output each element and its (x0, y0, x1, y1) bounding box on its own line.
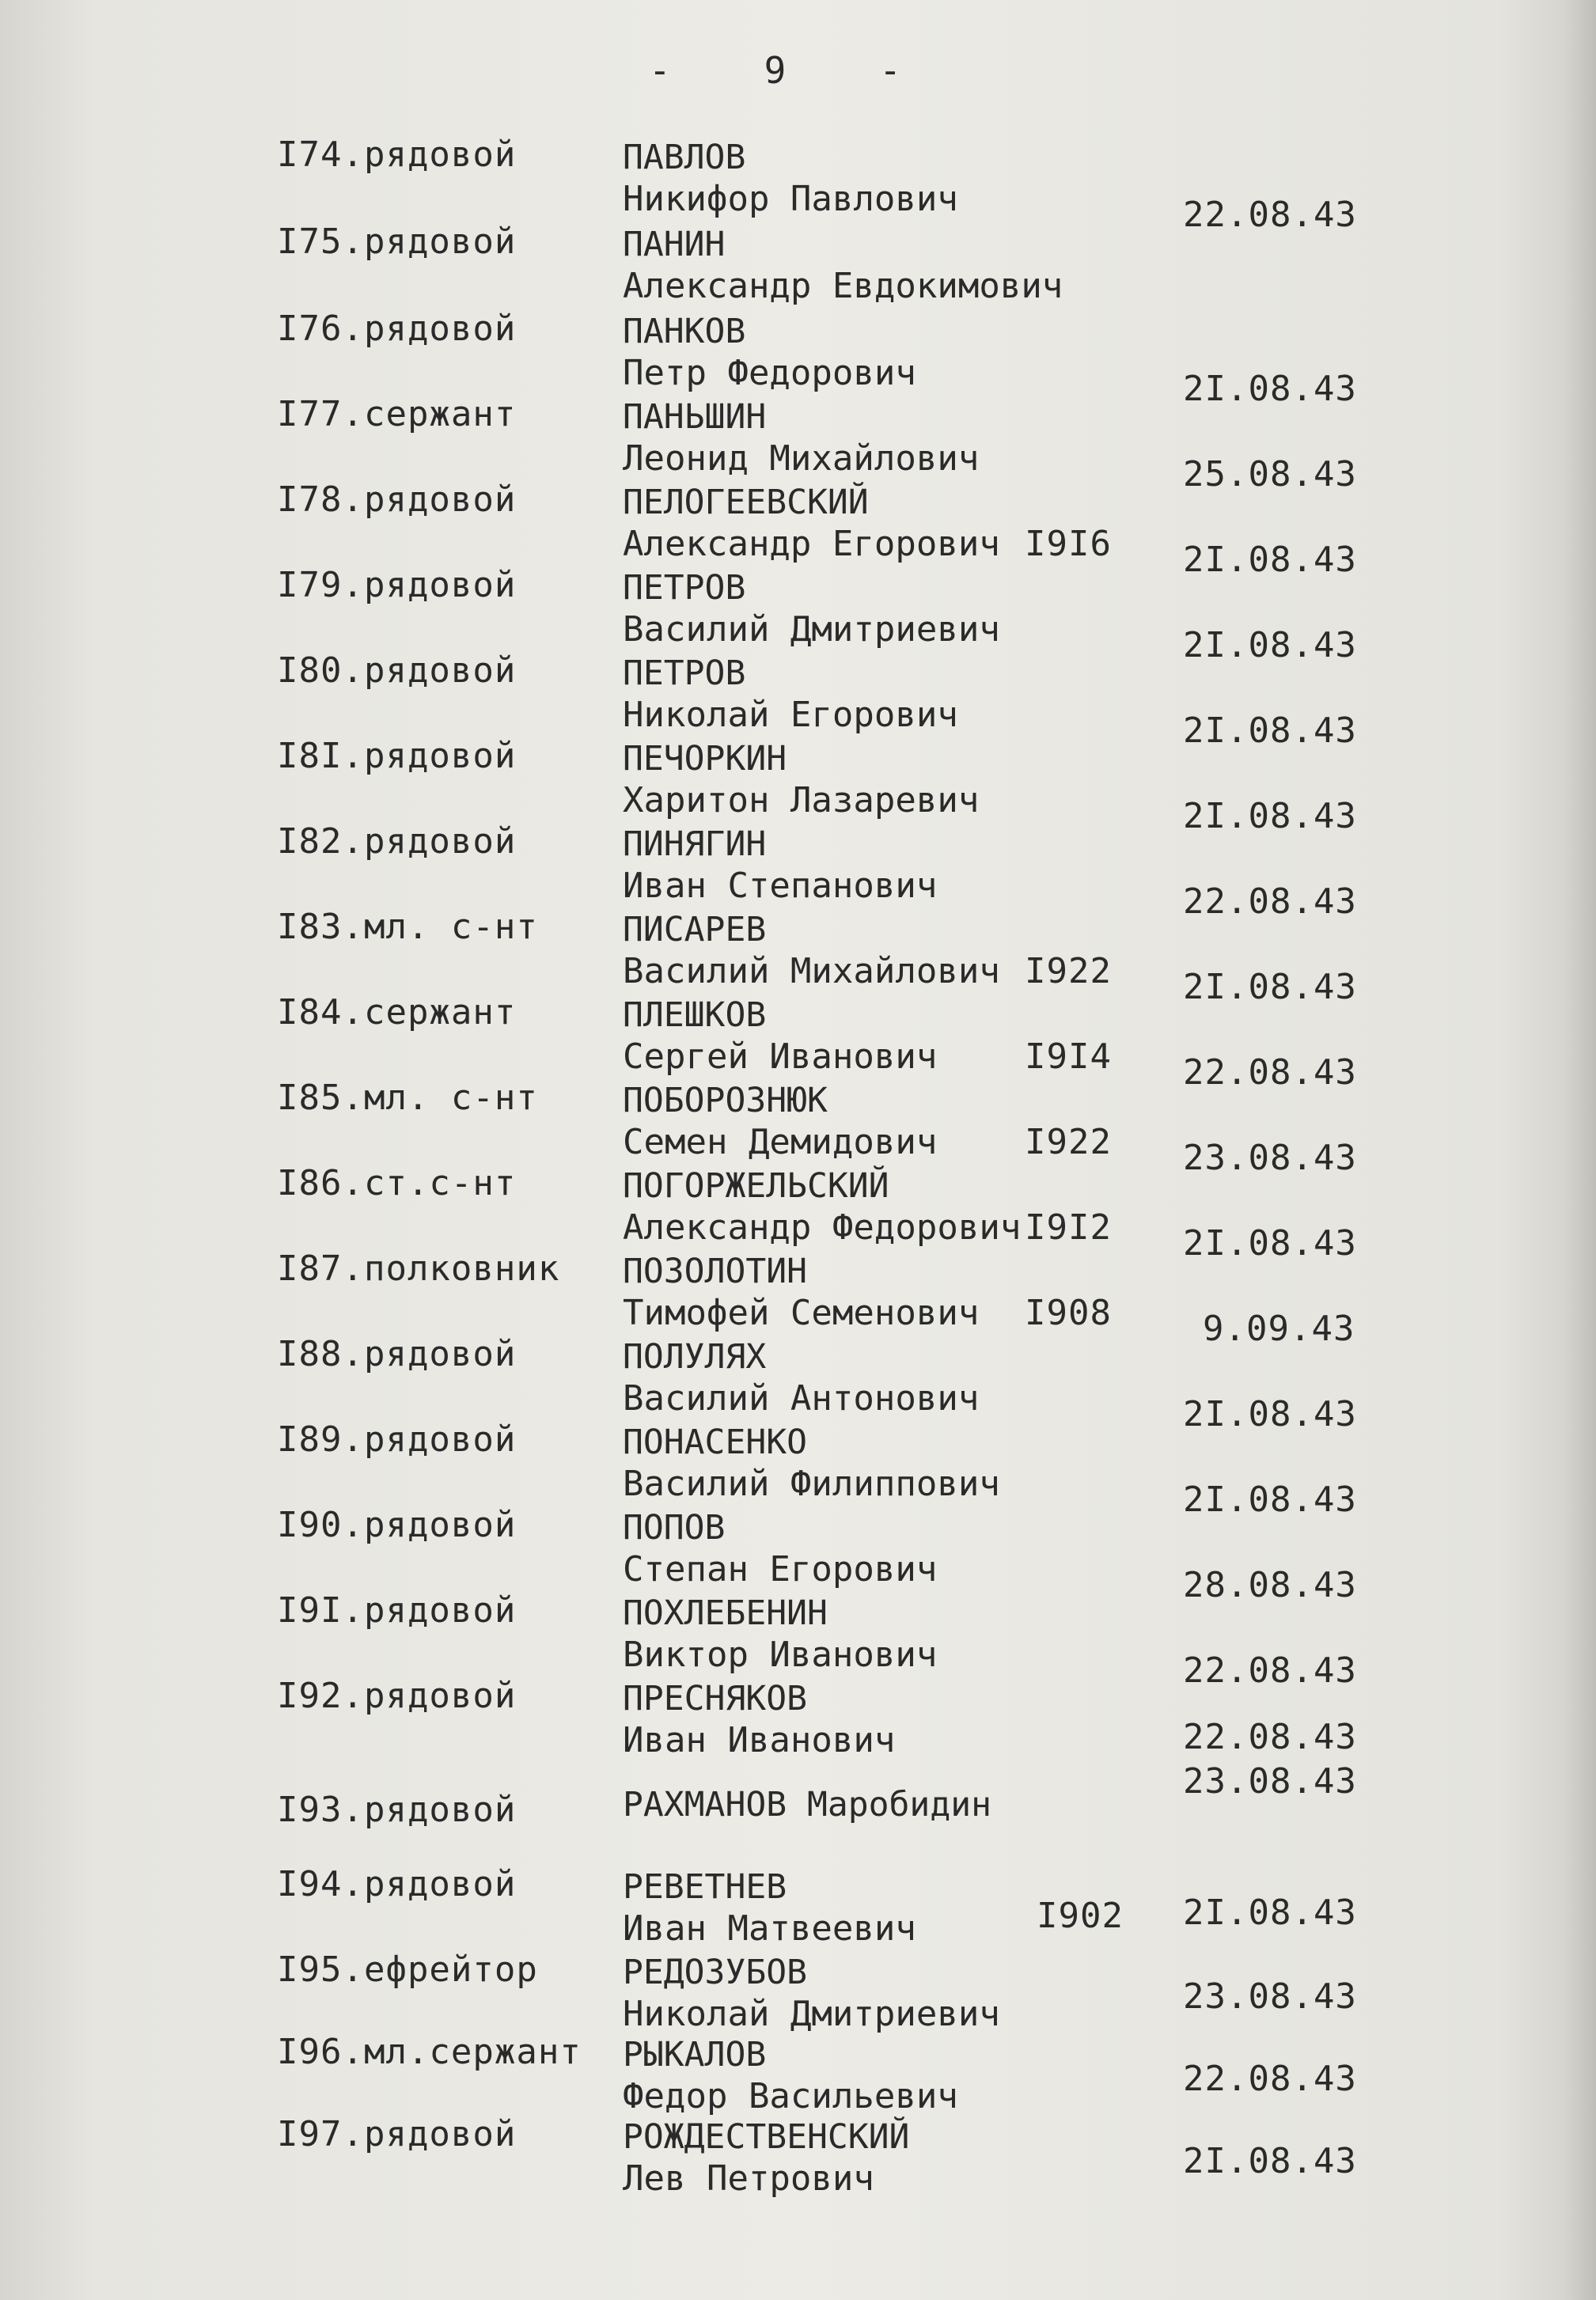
entry-date: 2I.08.43 (1183, 1480, 1357, 1520)
page-edge-shadow (1564, 0, 1596, 2300)
entry-surname: ПИСАРЕВ (623, 910, 767, 949)
entry-number-rank: I82.рядовой (277, 821, 517, 862)
entry-number-rank: I78.рядовой (277, 479, 517, 520)
entry-number-rank: I84.сержант (277, 992, 517, 1033)
entry-number-rank: I83.мл. с-нт (277, 907, 538, 947)
entry-surname: РАХМАНОВ Маробидин (623, 1785, 991, 1824)
entry-surname: ПОХЛЕБЕНИН (623, 1593, 828, 1633)
entry-birth-year: I922 (1025, 951, 1112, 991)
entry-date: 25.08.43 (1183, 454, 1357, 494)
entry-given-name: Николай Дмитриевич (623, 1994, 1000, 2034)
entry-date: 2I.08.43 (1183, 1394, 1357, 1434)
entry-surname: ПОНАСЕНКО (623, 1423, 807, 1462)
list-item (0, 1590, 1596, 1691)
entry-given-name: Александр Федорович (623, 1207, 1022, 1248)
entry-given-name: Федор Васильевич (623, 2076, 958, 2116)
entry-date: 2I.08.43 (1183, 710, 1357, 751)
entry-birth-year: I9I2 (1025, 1207, 1112, 1248)
list-item (0, 565, 1596, 665)
entry-given-name: Степан Егорович (623, 1549, 938, 1590)
entry-given-name: Василий Дмитриевич (623, 609, 1000, 650)
entry-surname: ПЕТРОВ (623, 654, 746, 693)
entry-surname: ПЕЧОРКИН (623, 739, 787, 779)
entry-given-name: Иван Иванович (623, 1720, 896, 1760)
list-item (0, 1078, 1596, 1178)
entry-number-rank: I76.рядовой (277, 309, 517, 349)
entry-date: 2I.08.43 (1183, 1223, 1357, 1264)
entry-number-rank: I97.рядовой (277, 2114, 517, 2154)
entry-given-name: Александр Егорович (623, 524, 1000, 564)
entry-surname: ПЛЕШКОВ (623, 995, 767, 1035)
list-item (0, 1864, 1596, 1951)
entry-surname: ПОБОРОЗНЮК (623, 1081, 828, 1120)
entry-date: 23.08.43 (1183, 1976, 1357, 2017)
entry-surname: РОЖДЕСТВЕНСКИЙ (623, 2117, 910, 2157)
entry-given-name: Иван Степанович (623, 866, 938, 906)
entry-number-rank: I75.рядовой (277, 222, 517, 262)
list-item (0, 736, 1596, 836)
entry-given-name: Петр Федорович (623, 353, 916, 393)
header-dash-right: - (879, 49, 902, 92)
list-item (0, 2114, 1596, 2201)
page-number: 9 (764, 49, 787, 92)
list-item (0, 1163, 1596, 1264)
entry-number-rank: I90.рядовой (277, 1505, 517, 1545)
entry-date: 22.08.43 (1183, 1717, 1357, 1757)
entry-given-name: Николай Егорович (623, 695, 958, 735)
entry-number-rank: I93.рядовой (277, 1790, 517, 1830)
entry-number-rank: I86.ст.с-нт (277, 1163, 517, 1203)
list-item (0, 1249, 1596, 1349)
entry-date: 22.08.43 (1183, 881, 1357, 922)
entry-surname: ПЕЛОГЕЕВСКИЙ (623, 483, 869, 522)
entry-surname: ПИНЯГИН (623, 824, 767, 864)
entry-date: 9.09.43 (1203, 1309, 1355, 1349)
entry-given-name: Семен Демидович (623, 1122, 938, 1162)
entry-given-name: Василий Филиппович (623, 1464, 1000, 1504)
entry-date: 2I.08.43 (1183, 540, 1357, 580)
list-item (0, 394, 1596, 494)
list-item (0, 992, 1596, 1093)
entry-given-name: Василий Антонович (623, 1378, 980, 1419)
entry-surname: ПОГОРЖЕЛЬСКИЙ (623, 1166, 889, 1206)
entry-given-name: Иван Матвеевич (623, 1908, 916, 1949)
entry-surname: ПАНЬШИН (623, 397, 767, 437)
entry-date: 2I.08.43 (1183, 1893, 1357, 1933)
entry-date: 22.08.43 (1183, 1650, 1357, 1691)
list-item (0, 1761, 1596, 1848)
entry-surname: ПАНКОВ (623, 312, 746, 351)
entry-date: 23.08.43 (1183, 1138, 1357, 1178)
list-item (0, 1334, 1596, 1434)
entry-birth-year: I908 (1025, 1293, 1112, 1333)
entry-date: 2I.08.43 (1183, 625, 1357, 665)
entry-number-rank: I74.рядовой (277, 135, 517, 175)
entry-date: 2I.08.43 (1183, 967, 1357, 1007)
entry-number-rank: I89.рядовой (277, 1419, 517, 1460)
entry-date: 28.08.43 (1183, 1565, 1357, 1605)
entry-date: 22.08.43 (1183, 1052, 1357, 1093)
entry-given-name: Тимофей Семенович (623, 1293, 980, 1333)
entry-number-rank: I79.рядовой (277, 565, 517, 605)
list-item (0, 1676, 1596, 1763)
list-item (0, 222, 1596, 309)
entry-surname: ПОЛУЛЯХ (623, 1337, 767, 1377)
page-header (649, 49, 902, 92)
entry-surname: ПАНИН (623, 225, 726, 264)
list-item (0, 1950, 1596, 2037)
entry-surname: ПЕТРОВ (623, 568, 746, 608)
entry-given-name: Василий Михайлович (623, 951, 1000, 991)
list-item (0, 650, 1596, 751)
entry-given-name: Сергей Иванович (623, 1036, 938, 1077)
list-item (0, 821, 1596, 922)
entry-date: 22.08.43 (1183, 2059, 1357, 2099)
list-item (0, 135, 1596, 235)
entry-number-rank: I88.рядовой (277, 1334, 517, 1374)
entry-surname: РЫКАЛОВ (623, 2035, 767, 2075)
entry-number-rank: I77.сержант (277, 394, 517, 434)
header-dash-left: - (649, 49, 672, 92)
entry-birth-year: I922 (1025, 1122, 1112, 1162)
entry-date: 2I.08.43 (1183, 369, 1357, 409)
list-item (0, 907, 1596, 1007)
entry-given-name: Лев Петрович (623, 2158, 874, 2199)
entry-date: 2I.08.43 (1183, 796, 1357, 836)
entry-surname: РЕДОЗУБОВ (623, 1953, 807, 1992)
entry-given-name: Леонид Михайлович (623, 438, 980, 479)
entry-given-name: Виктор Иванович (623, 1635, 938, 1675)
entry-given-name: Харитон Лазаревич (623, 780, 980, 820)
list-item (0, 2032, 1596, 2119)
entry-number-rank: I87.полковник (277, 1249, 560, 1289)
entry-surname: ПОПОВ (623, 1508, 726, 1548)
entry-number-rank: I80.рядовой (277, 650, 517, 691)
entry-number-rank: I9I.рядовой (277, 1590, 517, 1631)
entry-surname: ПРЕСНЯКОВ (623, 1679, 807, 1718)
entry-surname: ПАВЛОВ (623, 138, 746, 177)
entry-number-rank: I92.рядовой (277, 1676, 517, 1716)
entry-surname: РЕВЕТНЕВ (623, 1867, 787, 1907)
entry-birth-year: I902 (1037, 1896, 1124, 1936)
entry-number-rank: I8I.рядовой (277, 736, 517, 776)
list-item (0, 1505, 1596, 1605)
entry-birth-year: I9I4 (1025, 1036, 1112, 1077)
entry-number-rank: I94.рядовой (277, 1864, 517, 1904)
list-item (0, 309, 1596, 409)
entry-given-name: Никифор Павлович (623, 179, 958, 219)
entry-given-name: Александр Евдокимович (623, 266, 1063, 306)
list-item (0, 1419, 1596, 1520)
entry-birth-year: I9I6 (1025, 524, 1112, 564)
entry-number-rank: I85.мл. с-нт (277, 1078, 538, 1118)
entry-number-rank: I96.мл.сержант (277, 2032, 582, 2072)
entry-surname: ПОЗОЛОТИН (623, 1252, 807, 1291)
entry-date: 23.08.43 (1183, 1761, 1357, 1802)
list-item (0, 479, 1596, 580)
entry-number-rank: I95.ефрейтор (277, 1950, 538, 1990)
entry-date: 2I.08.43 (1183, 2141, 1357, 2181)
entry-date: 22.08.43 (1183, 195, 1357, 235)
